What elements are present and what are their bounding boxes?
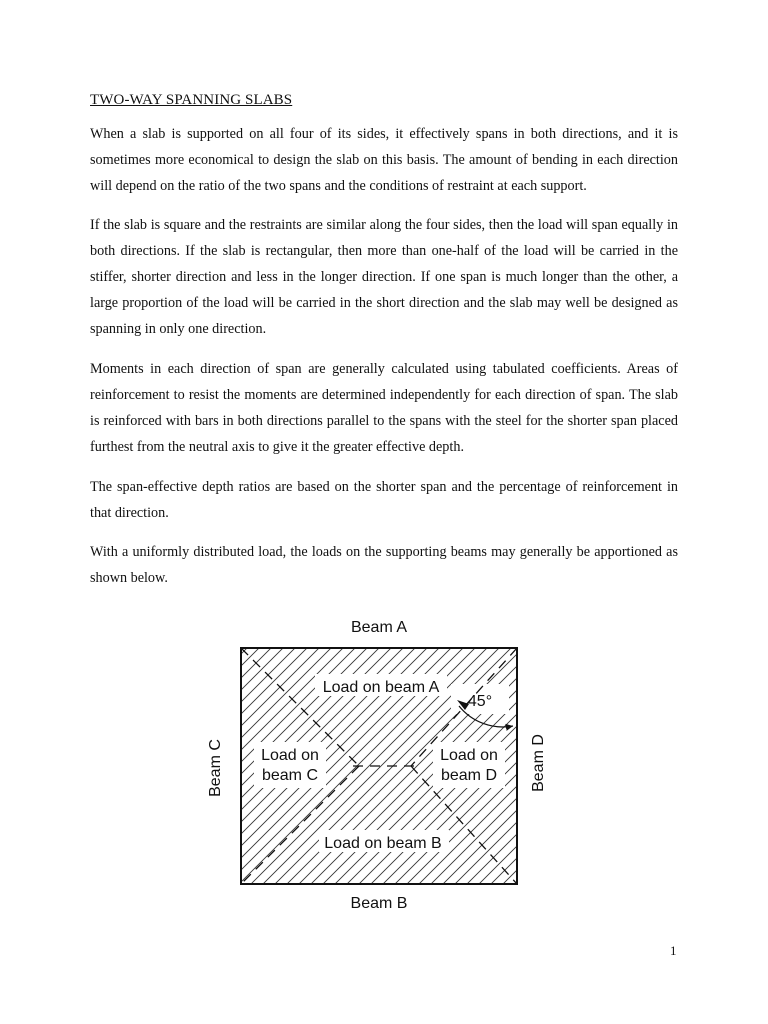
load-on-beam-d-label-2: beam D bbox=[440, 767, 498, 784]
page-number: 1 bbox=[670, 943, 677, 958]
paragraph-4: The span-effective depth ratios are based on the shorter span and the percentage of reinforcement in that direction. bbox=[90, 479, 678, 521]
load-on-beam-d-label-1: Load on bbox=[440, 747, 498, 764]
load-on-beam-c-label-1: Load on bbox=[261, 747, 319, 764]
load-on-beam-a-label: Load on beam A bbox=[322, 679, 440, 696]
paragraph-5: With a uniformly distributed load, the loads on the supporting beams may generally be apportioned as shown below. bbox=[90, 544, 678, 586]
load-on-beam-b-label: Load on beam B bbox=[324, 835, 442, 852]
beam-d-label: Beam D bbox=[530, 734, 547, 792]
load-on-beam-c-label-2: beam C bbox=[261, 767, 319, 784]
beam-b-label: Beam B bbox=[350, 895, 408, 912]
paragraph-3: Moments in each direction of span are generally calculated using tabulated coefficients. Areas of reinforcement to resist the moments are determined independently for each direction of span. The slab is reinforced with bars in both directions parallel to the spans with the steel for the shorter span placed furthest from the neutral axis to give it the greater effective depth. bbox=[90, 361, 678, 455]
angle-label: 45° bbox=[467, 693, 493, 710]
paragraph-1: When a slab is supported on all four of its sides, it effectively spans in both directions, and it is sometimes more economical to design the slab on this basis. The amount of bending in each direction will depend on the ratio of the two spans and the conditions of restraint at each support. bbox=[90, 126, 678, 194]
paragraph-2: If the slab is square and the restraints are similar along the four sides, then the load will span equally in both directions. If the slab is rectangular, then more than one-half of the load will be carried in the stiffer, shorter direction and less in the longer direction. If one span is much longer than the other, a large proportion of the load will be carried in the short direction and the slab may well be designed as spanning in only one direction. bbox=[90, 217, 678, 337]
beam-a-label: Beam A bbox=[350, 619, 408, 636]
slab-load-diagram bbox=[195, 608, 565, 918]
section-heading: TWO-WAY SPANNING SLABS bbox=[90, 92, 293, 108]
beam-c-label: Beam C bbox=[207, 739, 224, 797]
hatching bbox=[195, 608, 565, 918]
